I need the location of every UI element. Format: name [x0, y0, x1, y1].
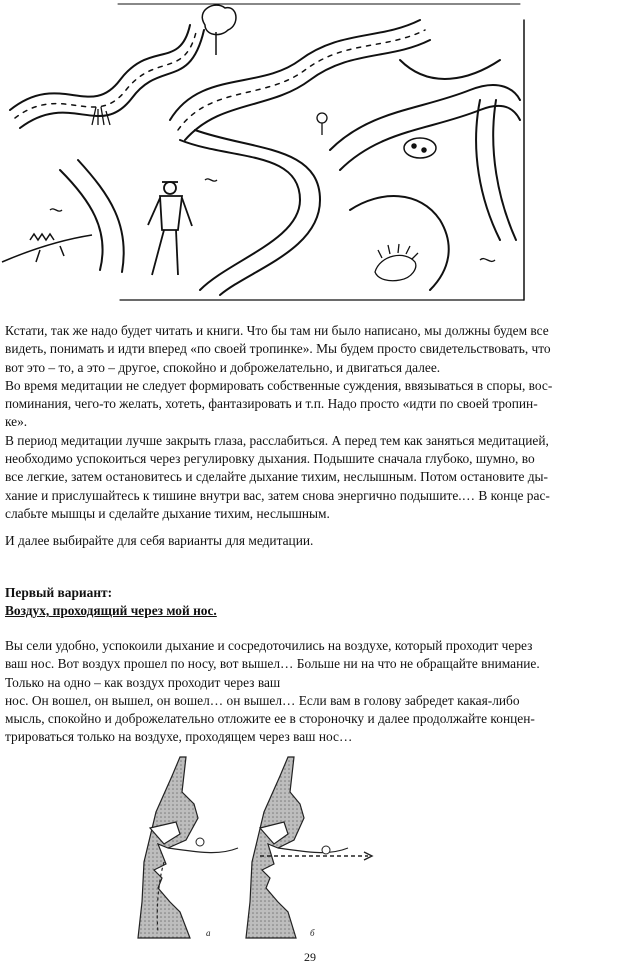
body-text-block-3 [5, 637, 617, 747]
body-line: Кстати, так же надо будет читать и книги. Что бы там ни было написано, мы должны будем все [5, 323, 549, 338]
body-line: поминания, чего-то желать, хотеть, фантазировать и т.п. Надо просто «идти по своей тропин- [5, 396, 538, 412]
body-line: И далее выбирайте для себя варианты для медитации. [5, 533, 314, 548]
choose-variants-text [5, 532, 617, 550]
body-line: хание и прислушайтесь к тишине внутри вас, затем снова энергично подышите.… В конце рас- [5, 487, 550, 503]
body-line: В период медитации лучше закрыть глаза, расслабиться. А перед тем как заняться медитацией, [5, 432, 549, 448]
variant-title: Первый вариант: [5, 585, 113, 600]
body-line: необходимо успокоиться через регулировку дыхания. Подышите сначала глубоко, шумно, во [5, 451, 535, 467]
body-line: Во время медитации не следует формировать собственные суждения, ввязываться в споры, вос- [5, 377, 553, 393]
body-line: нос. Он вошел, он вышел, он вошел… он вышел… Если вам в голову забредет какая-либо [5, 692, 520, 708]
body-line: мысль, спокойно и доброжелательно отложите ее в стороночку и далее продолжайте концен- [5, 711, 535, 727]
body-line: видеть, понимать и идти вперед «по своей тропинке». Мы будем просто свидетельствовать, что [5, 341, 551, 357]
variant-subtitle: Воздух, проходящий через мой нос. [5, 603, 217, 619]
figure-label-a: а [206, 928, 211, 938]
figure-label-b: б [310, 928, 315, 938]
body-line: Только на одно – как воздух проходит через ваш [5, 674, 281, 690]
body-line: Вы сели удобно, успокоили дыхание и сосредоточились на воздухе, который проходит через [5, 638, 533, 653]
section-heading [5, 584, 217, 621]
body-line: все легкие, затем остановитесь и сделайте дыхание тихим, неслышным. Потом остановите ды- [5, 469, 549, 485]
body-line: вот это – то, а это – другое, спокойно и доброжелательно, и двигаться далее. [5, 359, 441, 375]
body-line: ке». [5, 414, 28, 430]
body-line: ваш нос. Вот воздух прошел по носу, вот вышел… Больше ни на что не обращайте внимание. [5, 656, 540, 672]
winding-paths-illustration [0, 0, 530, 308]
body-line: трироваться только на воздухе, проходящем через ваш нос… [5, 729, 353, 745]
body-text-block-1 [5, 322, 617, 523]
body-line: слабьте мышцы и сделайте дыхание тихим, неслышным. [5, 505, 330, 521]
page-number: 29 [304, 950, 316, 964]
nose-breathing-figure [128, 752, 400, 942]
